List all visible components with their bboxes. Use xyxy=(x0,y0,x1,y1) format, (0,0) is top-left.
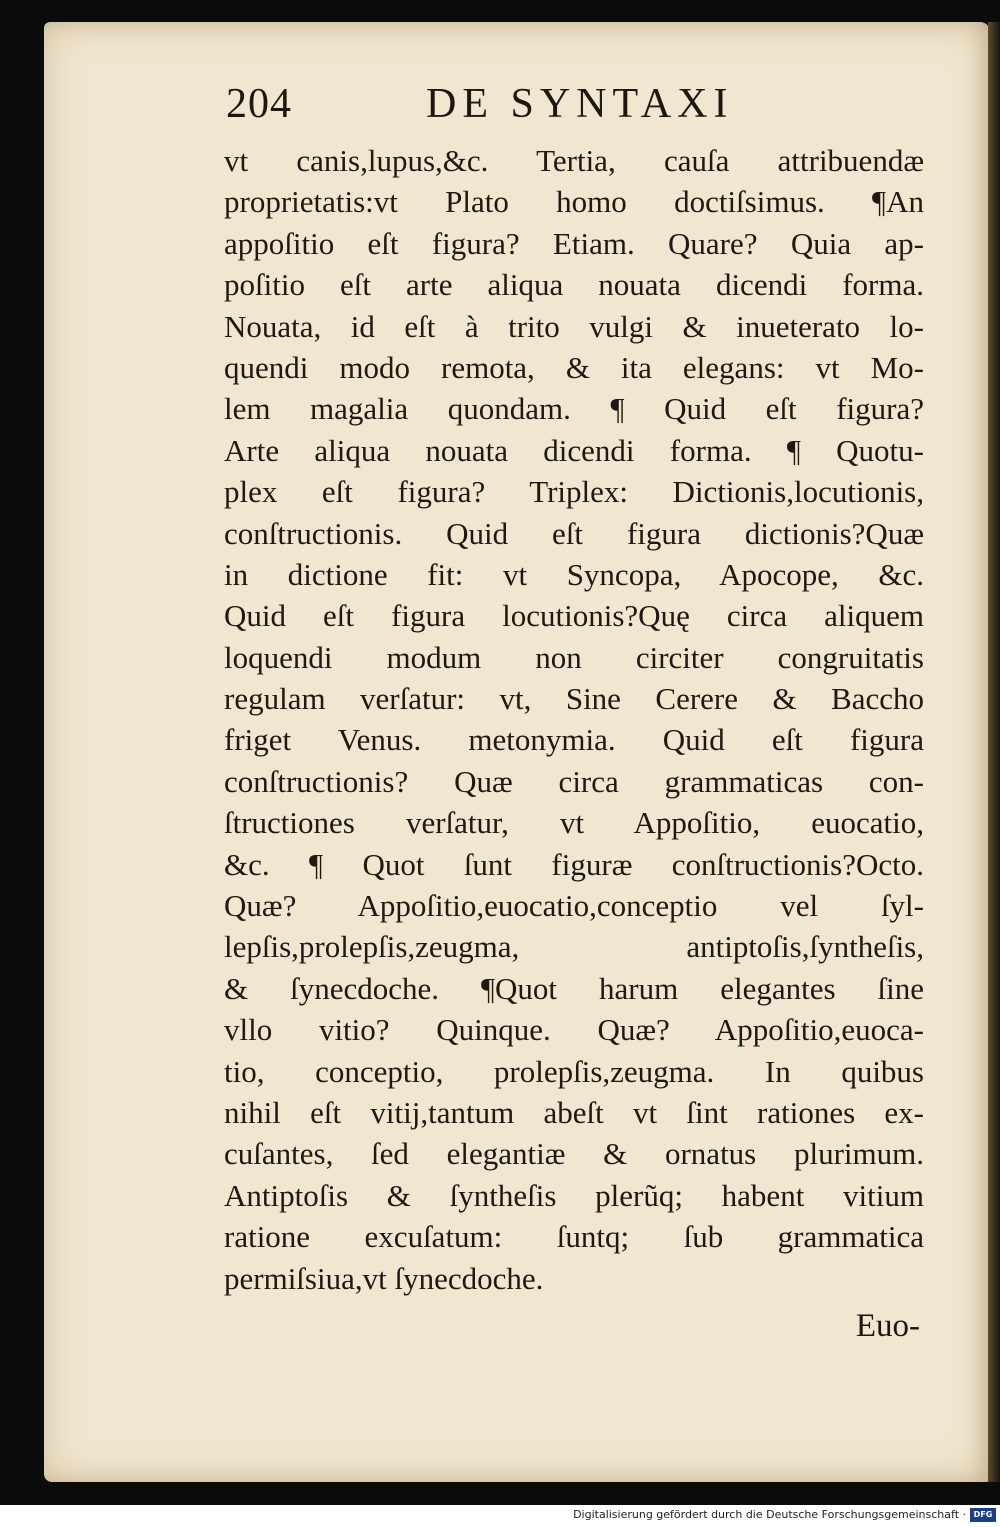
text-line: friget Venus. metonymia. Quid eſt figura xyxy=(224,722,924,758)
page-edge-shadow xyxy=(988,22,1000,1482)
dfg-logo: DFG xyxy=(970,1508,996,1522)
text-line: poſitio eſt arte aliqua nouata dicendi forma. xyxy=(224,267,924,303)
page-header xyxy=(226,80,926,136)
text-line: quendi modo remota, & ita elegans: vt Mo- xyxy=(224,349,924,385)
running-head: DE SYNTAXI xyxy=(426,81,734,127)
body-text xyxy=(224,140,924,1299)
text-line: regulam verſatur: vt, Sine Cerere & Baccho xyxy=(224,681,924,717)
footer-credit: Digitalisierung gefördert durch die Deutsche Forschungsgemeinschaft · xyxy=(573,1508,966,1521)
text-line: Quid eſt figura locutionis?Quę circa aliquem xyxy=(224,598,924,634)
text-line: lem magalia quondam. ¶ Quid eſt figura? xyxy=(224,391,924,427)
text-line: vllo vitio? Quinque. Quæ? Appoſitio,euoca- xyxy=(224,1012,924,1048)
text-line: conſtructionis? Quæ circa grammaticas con- xyxy=(224,763,924,799)
text-line: ſtructiones verſatur, vt Appoſitio, euocatio, xyxy=(224,805,924,841)
text-line: conſtructionis. Quid eſt figura dictionis?Quæ xyxy=(224,515,924,551)
text-line: cuſantes, ſed elegantiæ & ornatus plurimum. xyxy=(224,1136,924,1172)
text-line: &c. ¶ Quot ſunt figuræ conſtructionis?Octo. xyxy=(224,846,924,882)
text-line: plex eſt figura? Triplex: Dictionis,locutionis, xyxy=(224,474,924,510)
text-line: proprietatis:vt Plato homo doctiſsimus. ¶An xyxy=(224,184,924,220)
text-line: nihil eſt vitij,tantum abeſt vt ſint rationes ex- xyxy=(224,1094,924,1130)
text-line: tio, conceptio, prolepſis,zeugma. In quibus xyxy=(224,1053,924,1089)
text-line: lepſis,prolepſis,zeugma, antiptoſis,ſyntheſis, xyxy=(224,929,924,965)
text-line: vt canis,lupus,&c. Tertia, cauſa attribuendæ xyxy=(224,143,924,178)
text-line: permiſsiua,vt ſynecdoche. xyxy=(224,1260,544,1296)
text-line: Quæ? Appoſitio,euocatio,conceptio vel ſyl- xyxy=(224,888,924,924)
text-line: & ſynecdoche. ¶Quot harum elegantes ſine xyxy=(224,970,924,1006)
page-number: 204 xyxy=(226,81,292,127)
text-line: Nouata, id eſt à trito vulgi & inueterato lo- xyxy=(224,308,924,344)
catchword: Euo- xyxy=(855,1308,920,1344)
text-line: Antiptoſis & ſyntheſis plerũq; habent vitium xyxy=(224,1177,924,1213)
footer-bar xyxy=(0,1505,1000,1527)
text-line: Arte aliqua nouata dicendi forma. ¶ Quotu- xyxy=(224,432,924,468)
text-line: in dictione fit: vt Syncopa, Apocope, &c. xyxy=(224,556,924,592)
text-line: loquendi modum non circiter congruitatis xyxy=(224,639,924,675)
text-line: appoſitio eſt figura? Etiam. Quare? Quia ap- xyxy=(224,225,924,261)
text-line: ratione excuſatum: ſuntq; ſub grammatica xyxy=(224,1219,924,1255)
